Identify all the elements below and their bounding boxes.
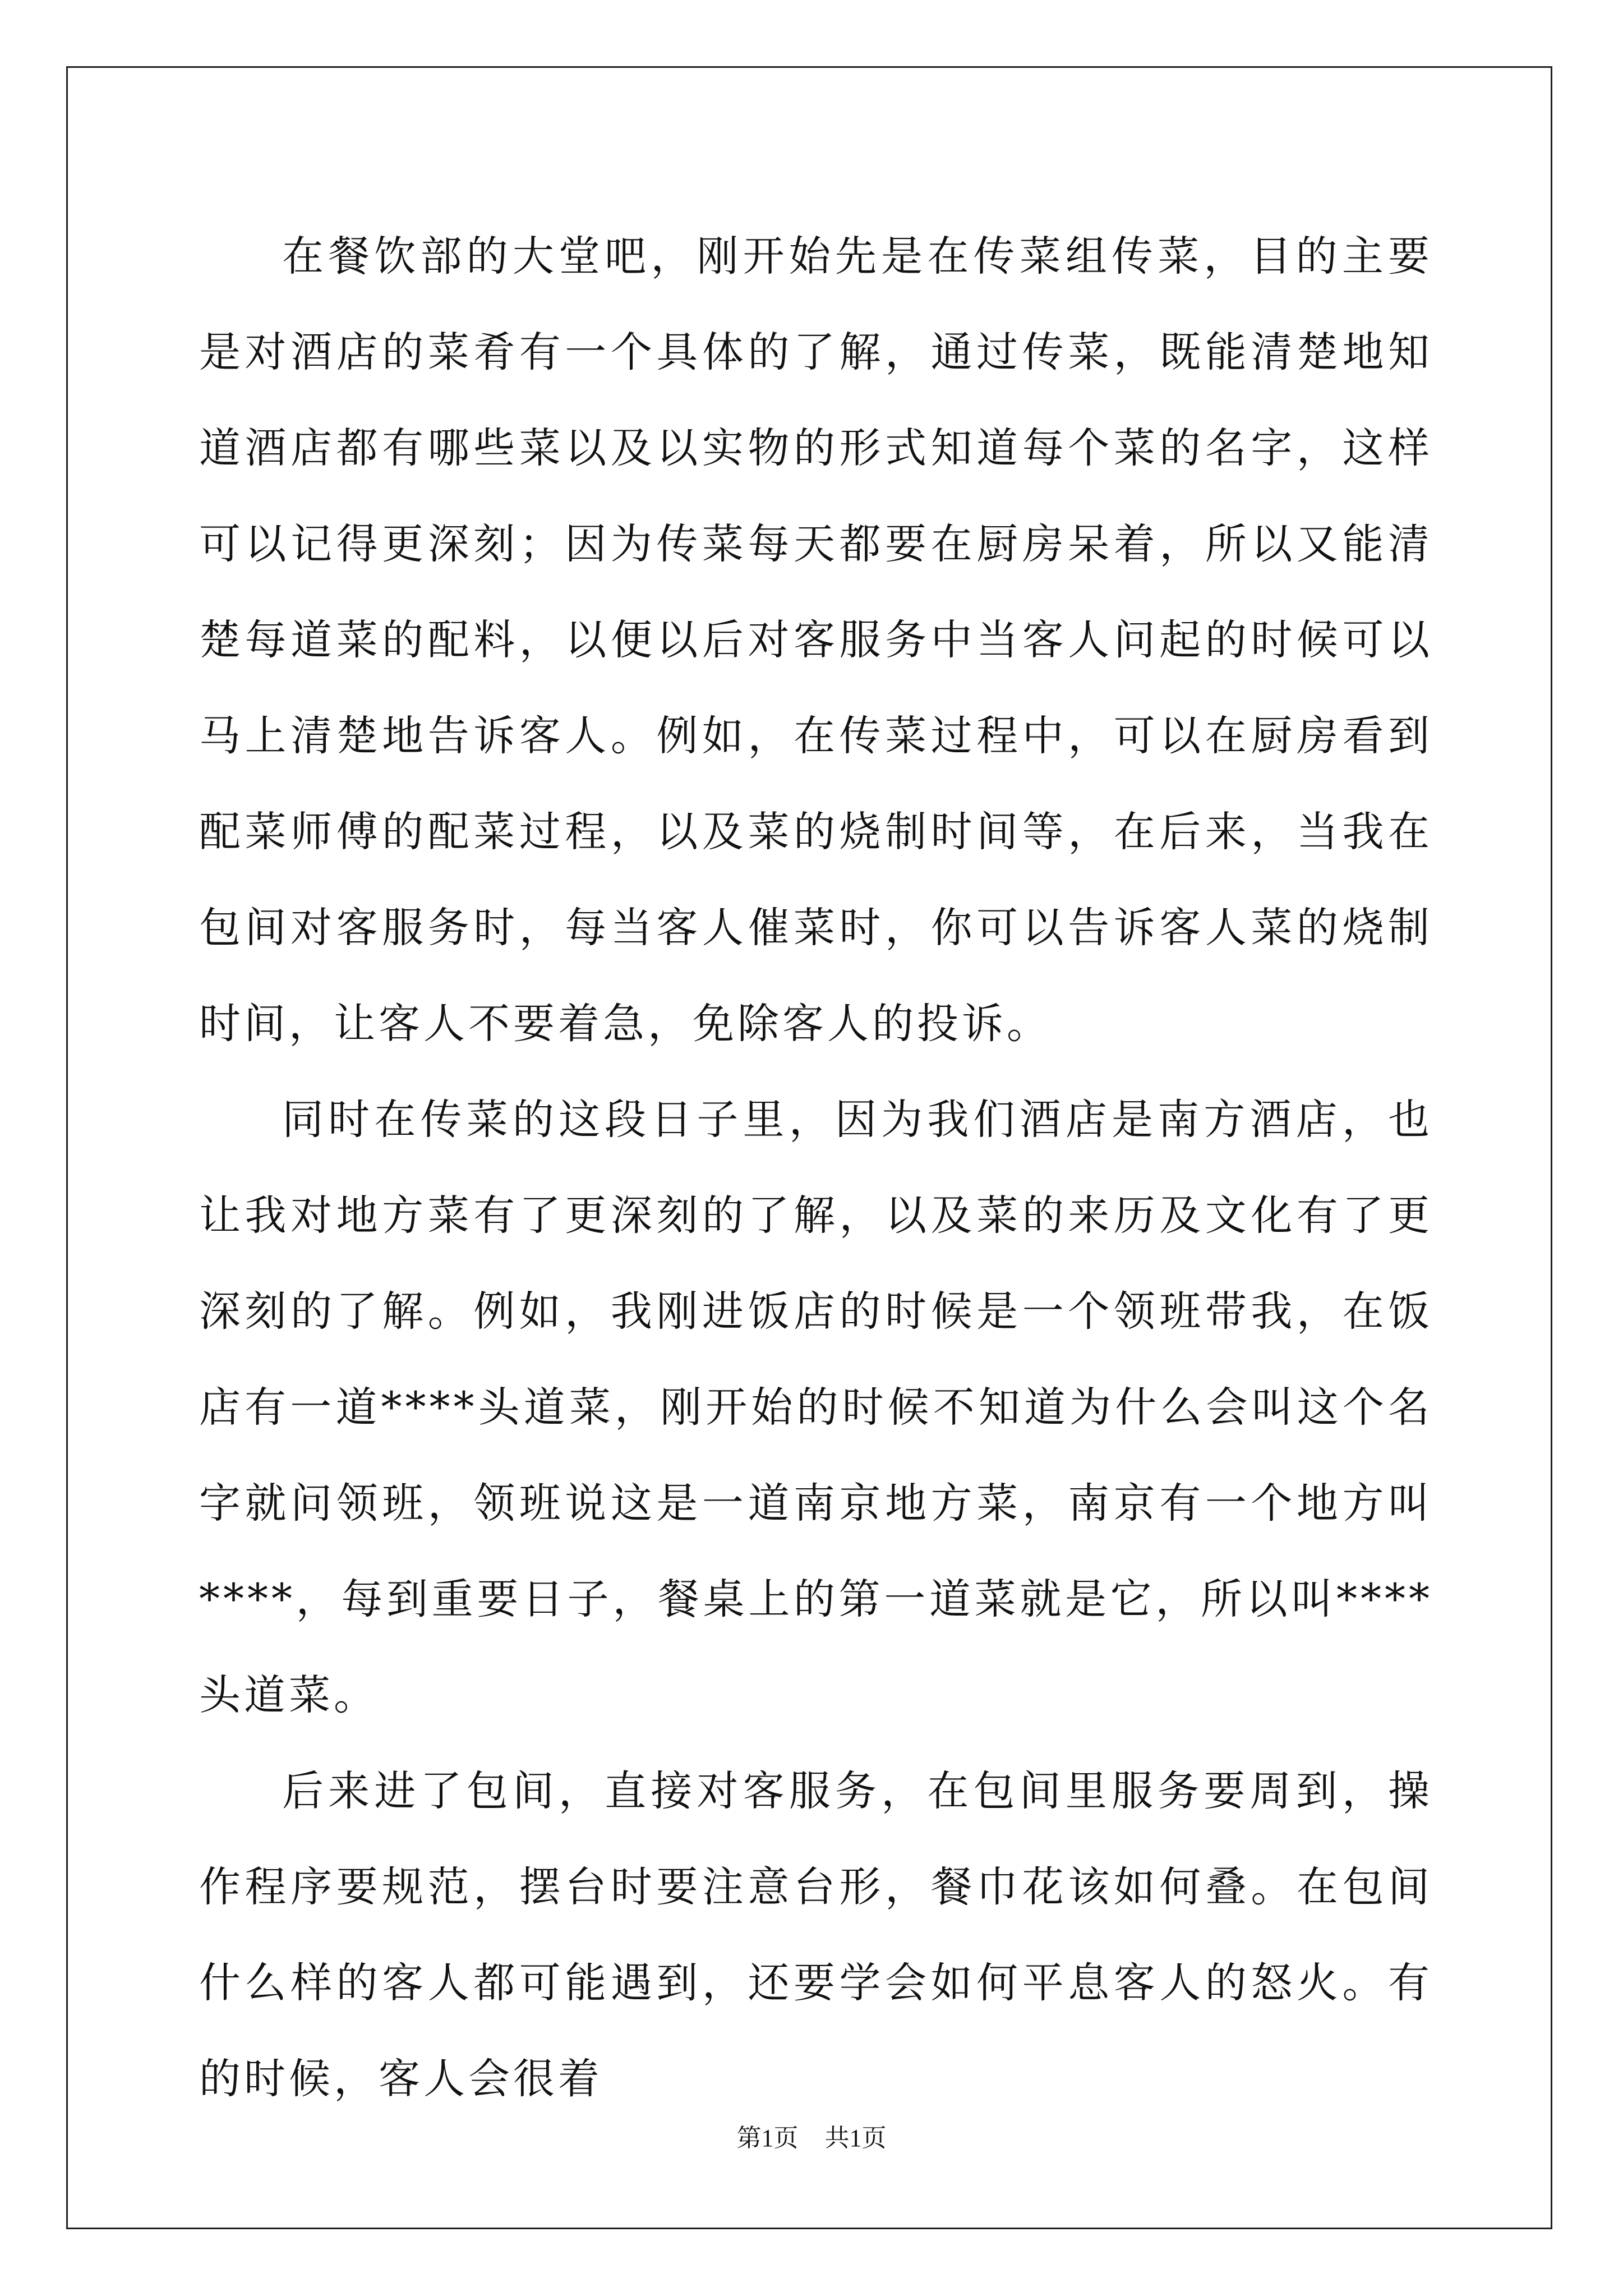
page-total: 共1页: [824, 2124, 887, 2152]
paragraph-1: 在餐饮部的大堂吧，刚开始先是在传菜组传菜，目的主要是对酒店的菜肴有一个具体的了解，通过传菜，既能清楚地知道酒店都有哪些菜以及以实物的形式知道每个菜的名字，这样可以记得更深刻；因为传菜每天都要在厨房呆着，所以又能清楚每道菜的配料，以便以后对客服务中当客人问起的时候可以马上清楚地告诉客人。例如，在传菜过程中，可以在厨房看到配菜师傅的配菜过程，以及菜的烧制时间等，在后来，当我在包间对客服务时，每当客人催菜时，你可以告诉客人菜的烧制时间，让客人不要着急，免除客人的投诉。: [199, 232, 1433, 1048]
page-footer: [0, 2118, 1623, 2154]
paragraph-2: 同时在传菜的这段日子里，因为我们酒店是南方酒店，也让我对地方菜有了更深刻的了解，以及菜的来历及文化有了更深刻的了解。例如，我刚进饭店的时候是一个领班带我，在饭店有一道****头道菜，刚开始的时候不知道为什么会叫这个名字就问领班，领班说这是一道南京地方菜，南京有一个地方叫****，每到重要日子，餐桌上的第一道菜就是它，所以叫****头道菜。: [199, 1096, 1433, 1719]
document-body: [199, 209, 1433, 2127]
page-number: 第1页: [736, 2124, 799, 2152]
paragraph-3: 后来进了包间，直接对客服务，在包间里服务要周到，操作程序要规范，摆台时要注意台形，餐巾花该如何叠。在包间什么样的客人都可能遇到，还要学会如何平息客人的怒火。有的时候，客人会很着: [199, 1767, 1433, 2103]
